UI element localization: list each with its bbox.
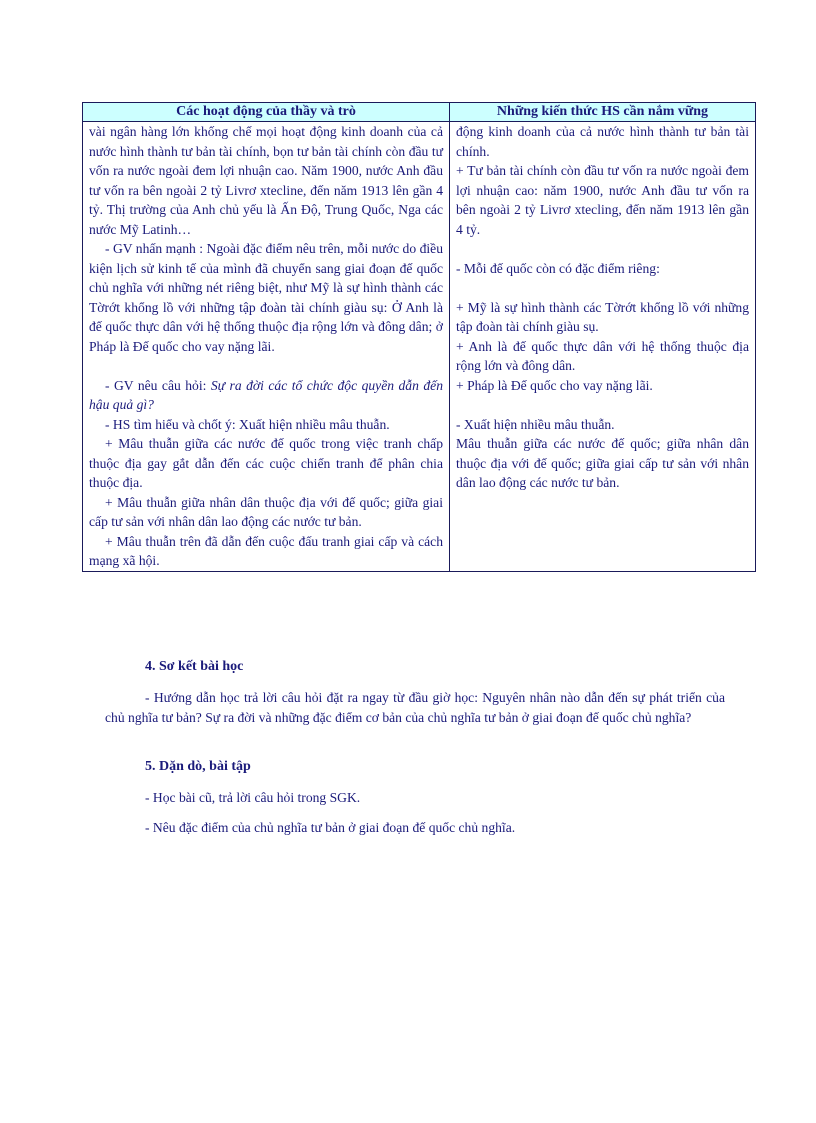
- knowledge-paragraph: + Anh là đế quốc thực dân với hệ thống thuộc địa rộng lớn và đông dân.: [456, 338, 749, 373]
- activities-cell: [83, 122, 450, 572]
- knowledge-paragraph: + Mỹ là sự hình thành các Tờrớt khổng lồ với những tập đoàn tài chính giàu sụ.: [456, 299, 749, 334]
- activities-question-paragraph: [89, 376, 443, 415]
- section-4-text: - Hướng dẫn học trả lời câu hỏi đặt ra ngay từ đầu giờ học: Nguyên nhân nào dẫn đến sự phát triển của chủ nghĩa tư bản? Sự ra đời và những đặc điểm cơ bản của chủ nghĩa tư bản ở giai đoạn đế quốc chủ nghĩa?: [105, 690, 725, 725]
- activities-paragraph: - GV nhấn mạnh : Ngoài đặc điểm nêu trên, mỗi nước do điều kiện lịch sử kinh tế của mình đã chuyển sang giai đoạn đế quốc chủ nghĩa với những nét riêng biệt, như Mỹ là sự hình thành các Tờrớt khổng lồ với những tập đoàn tài chính giàu sụ: Ở Anh là đế quốc thực dân với hệ thống thuộc địa rộng lớn và đông dân; ở Pháp là Đế quốc cho vay nặng lãi.: [89, 241, 443, 354]
- lesson-table: [82, 102, 756, 572]
- activities-paragraph: vài ngân hàng lớn khống chế mọi hoạt động kinh doanh của cả nước hình thành tư bản tài chính, bọn tư bản tài chính còn đầu tư vốn ra nước ngoài đem lợi nhuận cao. Năm 1900, nước Anh đầu tư vốn ra bên ngoài 2 tỷ Livrơ xtecline, đến năm 1913 lên gần 4 tỷ. Thị trường của Anh chủ yếu là Ấn Độ, Trung Quốc, Nga các nước Mỹ Latinh…: [89, 124, 443, 237]
- section-5-item: - Nêu đặc điểm của chủ nghĩa tư bản ở giai đoạn đế quốc chủ nghĩa.: [145, 820, 516, 835]
- section-4-heading: 4. Sơ kết bài học: [145, 659, 244, 674]
- activities-paragraph: - HS tìm hiểu và chốt ý: Xuất hiện nhiều mâu thuẫn.: [105, 416, 390, 432]
- section-5-heading: 5. Dặn dò, bài tập: [145, 759, 251, 774]
- question-text: Sự ra đời các tổ chức độc quyền dẫn đến hậu quả gì?: [89, 377, 443, 412]
- header-teacher-student-activities: Các hoạt động của thầy và trò: [83, 103, 450, 122]
- knowledge-paragraph: + Pháp là Đế quốc cho vay nặng lãi.: [456, 377, 653, 393]
- knowledge-cell: [450, 122, 756, 572]
- table-header-row: [83, 103, 756, 122]
- knowledge-paragraph: Mâu thuẫn giữa các nước đế quốc; giữa nhân dân thuộc địa với đế quốc; giữa giai cấp tư sản với nhân dân lao động các nước tư bản.: [456, 436, 749, 490]
- section-5-item: - Học bài cũ, trả lời câu hỏi trong SGK.: [145, 790, 361, 805]
- knowledge-paragraph: - Mỗi đế quốc còn có đặc điểm riêng:: [456, 260, 660, 276]
- knowledge-paragraph: - Xuất hiện nhiều mâu thuẫn.: [456, 416, 615, 432]
- question-prefix: - GV nêu câu hỏi:: [105, 377, 211, 393]
- table-row: [83, 122, 756, 572]
- knowledge-paragraph: động kinh doanh của cả nước hình thành tư bản tài chính.: [456, 124, 749, 159]
- header-knowledge-to-master: Những kiến thức HS cần nắm vững: [450, 103, 756, 122]
- activities-paragraph: + Mâu thuẫn trên đã dẫn đến cuộc đấu tranh giai cấp và cách mạng xã hội.: [89, 533, 443, 568]
- knowledge-paragraph: + Tư bản tài chính còn đầu tư vốn ra nước ngoài đem lợi nhuận cao: năm 1900, nước Anh đầu tư vốn ra bên ngoài 2 tỷ Livrơ xtecling, đến năm 1913 lên gần 4 tỷ.: [456, 163, 749, 237]
- activities-paragraph: + Mâu thuẫn giữa nhân dân thuộc địa với đế quốc; giữa giai cấp tư sản với nhân dân lao động các nước tư bản.: [89, 494, 443, 529]
- activities-paragraph: + Mâu thuẫn giữa các nước đế quốc trong việc tranh chấp thuộc địa gay gắt dẫn đến các cuộc chiến tranh để phân chia thuộc địa.: [89, 436, 443, 490]
